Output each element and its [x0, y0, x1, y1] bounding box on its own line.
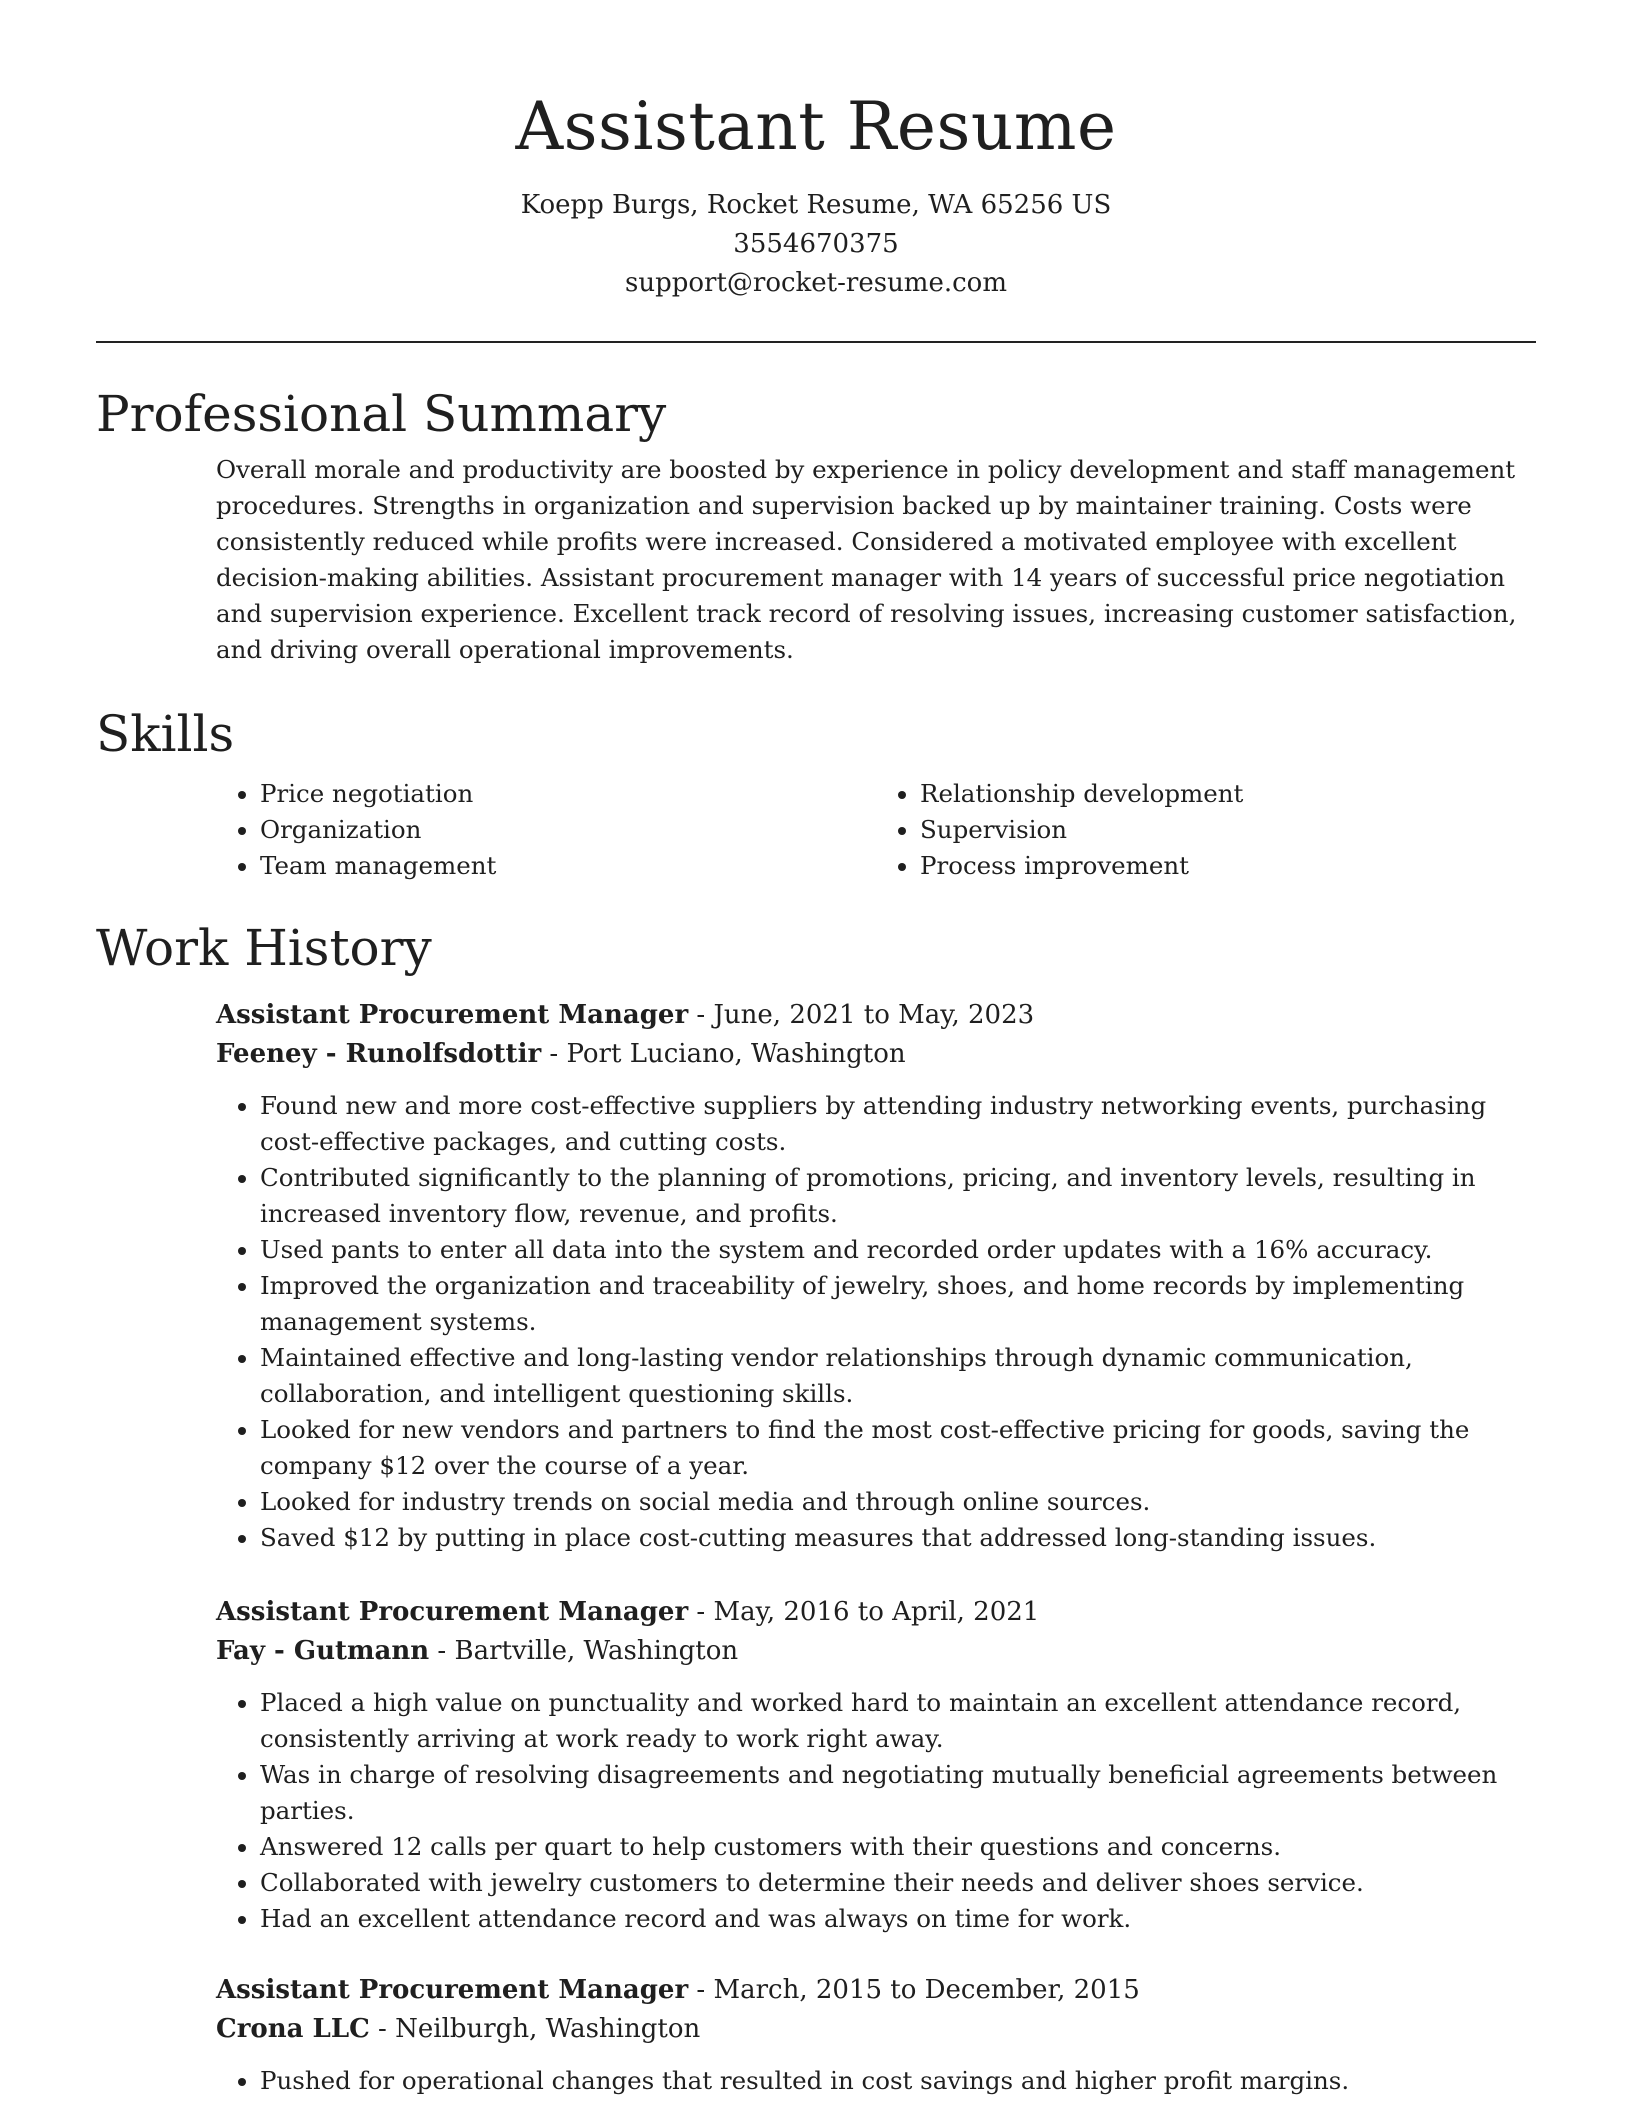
job-bullet: • Collaborated with jewelry customers to determine their needs and deliver shoes service. — [260, 1865, 1536, 1901]
job-bullet: • Placed a high value on punctuality and worked hard to maintain an excellent attendance record, consistently arriving at work ready to work right away. — [260, 1685, 1536, 1757]
job-title-line — [216, 1593, 1536, 1632]
contact-block — [0, 186, 1632, 303]
header-divider — [96, 341, 1536, 343]
summary-section — [96, 384, 1536, 668]
job-dates: - March, 2015 to December, 2015 — [688, 1975, 1140, 2005]
skills-heading: Skills — [96, 705, 235, 763]
job-entry — [96, 996, 1536, 1556]
job-bullets — [216, 2063, 1536, 2099]
job-entry — [96, 1593, 1536, 1937]
job-bullet: • Saved $12 by putting in place cost-cutting measures that addressed long-standing issues. — [260, 1520, 1536, 1556]
resume-header — [0, 0, 1632, 303]
skill-item: • Relationship development — [920, 776, 1536, 812]
job-bullet: • Found new and more cost-effective suppliers by attending industry networking events, purchasing cost-effective packages, and cutting costs. — [260, 1088, 1536, 1160]
job-bullet: • Contributed significantly to the planning of promotions, pricing, and inventory levels, resulting in increased inventory flow, revenue, and profits. — [260, 1160, 1536, 1232]
skill-item: • Price negotiation — [260, 776, 876, 812]
contact-email: support@rocket-resume.com — [624, 268, 1007, 298]
job-company-line — [216, 1632, 1536, 1671]
job-bullets — [216, 1685, 1536, 1937]
job-bullet: • Was in charge of resolving disagreements and negotiating mutually beneficial agreements between parties. — [260, 1757, 1536, 1829]
skills-left-column — [216, 776, 876, 884]
job-title: Assistant Procurement Manager — [216, 1975, 689, 2005]
job-entry — [96, 1971, 1536, 2099]
job-dates: - June, 2021 to May, 2023 — [688, 1000, 1035, 1030]
job-bullet: • Had an excellent attendance record and was always on time for work. — [260, 1901, 1536, 1937]
job-bullets — [216, 1088, 1536, 1556]
skills-grid — [216, 776, 1536, 884]
skill-item: • Supervision — [920, 812, 1536, 848]
summary-heading: Professional Summary — [96, 385, 667, 443]
job-company-line — [216, 2010, 1536, 2049]
job-title: Assistant Procurement Manager — [216, 1000, 689, 1030]
resume-title: Assistant Resume — [515, 88, 1117, 165]
skill-item: • Organization — [260, 812, 876, 848]
work-history-heading: Work History — [96, 919, 432, 977]
job-bullet: • Used pants to enter all data into the system and recorded order updates with a 16% accuracy. — [260, 1232, 1536, 1268]
job-title: Assistant Procurement Manager — [216, 1597, 689, 1627]
job-bullet: • Pushed for operational changes that resulted in cost savings and higher profit margins. — [260, 2063, 1536, 2099]
job-bullet: • Improved the organization and traceability of jewelry, shoes, and home records by implementing management systems. — [260, 1268, 1536, 1340]
job-company: Crona LLC — [216, 2014, 370, 2044]
work-history-section — [96, 918, 1536, 978]
skill-item: • Team management — [260, 848, 876, 884]
skills-right-column — [876, 776, 1536, 884]
job-bullet: • Maintained effective and long-lasting vendor relationships through dynamic communication, collaboration, and intelligent questioning skills. — [260, 1340, 1536, 1412]
job-bullet: • Answered 12 calls per quart to help customers with their questions and concerns. — [260, 1829, 1536, 1865]
job-bullet: • Looked for new vendors and partners to find the most cost-effective pricing for goods, saving the company $12 over the course of a year. — [260, 1412, 1536, 1484]
job-company: Fay - Gutmann — [216, 1636, 430, 1666]
job-location: - Bartville, Washington — [429, 1636, 739, 1666]
contact-phone: 3554670375 — [733, 229, 899, 259]
skills-section — [96, 704, 1536, 884]
summary-text: Overall morale and productivity are boosted by experience in policy development and staff management procedures. Strengths in organization and supervision backed up by maintainer training. Costs were consistently reduced while profits were increased. Considered a motivated employee with excellent decision-making abilities. Assistant procurement manager with 14 years of successful price negotiation and supervision experience. Excellent track record of resolving issues, increasing customer satisfaction, and driving overall operational improvements. — [216, 455, 1517, 664]
job-title-line — [216, 996, 1536, 1035]
job-company: Feeney - Runolfsdottir — [216, 1039, 542, 1069]
job-company-line — [216, 1035, 1536, 1074]
job-location: - Neilburgh, Washington — [369, 2014, 701, 2044]
job-title-line — [216, 1971, 1536, 2010]
skill-item: • Process improvement — [920, 848, 1536, 884]
job-bullet: • Looked for industry trends on social media and through online sources. — [260, 1484, 1536, 1520]
job-location: - Port Luciano, Washington — [541, 1039, 906, 1069]
job-dates: - May, 2016 to April, 2021 — [688, 1597, 1040, 1627]
contact-address: Koepp Burgs, Rocket Resume, WA 65256 US — [520, 190, 1112, 220]
